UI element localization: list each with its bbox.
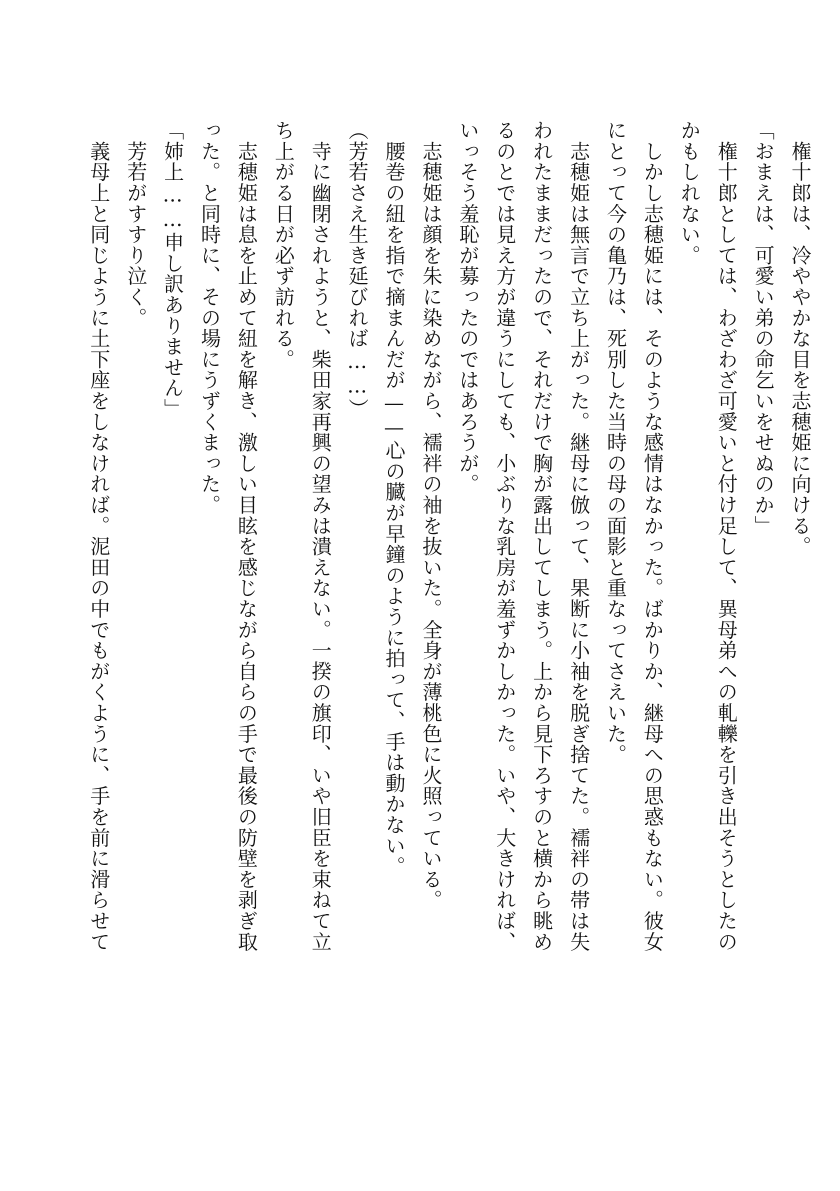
vertical-text-block: [28, 120, 818, 1020]
text-line: 寺に幽閉されようと、柴田家再興の望みは潰えない。一揆の旗印、いや旧臣を束ねて立: [308, 120, 333, 952]
text-line: しかし志穂姫には、そのような感情はなかった。ばかりか、継母への思惑もない。彼女: [640, 120, 665, 952]
text-line: いっそう羞恥が募ったのではあろうが。: [455, 120, 480, 495]
text-line: （芳若さえ生き延びれば……）: [345, 120, 370, 420]
text-line: 権十郎は、冷ややかな目を志穂姫に向ける。: [788, 120, 812, 557]
text-line: かもしれない。: [677, 120, 702, 266]
text-line: ち上がる日が必ず訪れる。: [271, 120, 296, 370]
text-line: った。と同時に、その場にうずくまった。: [197, 120, 222, 516]
text-line: 義母上と同じように土下座をしなければ。泥田の中でもがくように、手を前に滑らせて: [86, 120, 111, 952]
text-line: 志穂姫は無言で立ち上がった。継母に倣って、果断に小袖を脱ぎ捨てた。襦袢の帯は失: [566, 120, 591, 952]
text-line: われたままだったので、それだけで胸が露出してしまう。上から見下ろすのと横から眺め: [529, 120, 554, 952]
text-line: 権十郎としては、わざわざ可愛いと付け足して、異母弟への軋轢を引き出そうとしたの: [714, 120, 739, 952]
text-line: 腰巻の紐を指で摘まんだが——心の臓が早鐘のように拍って、手は動かない。: [382, 120, 407, 877]
text-line: 「おまえは、可愛い弟の命乞いをせぬのか」: [751, 120, 776, 536]
text-line: 「姉上……申し訳ありません」: [160, 120, 185, 420]
text-line: 志穂姫は息を止めて紐を解き、激しい目眩を感じながら自らの手で最後の防壁を剥ぎ取: [234, 120, 259, 952]
text-line: 志穂姫は顔を朱に染めながら、襦袢の袖を抜いた。全身が薄桃色に火照っている。: [418, 120, 443, 911]
text-line: るのとでは見え方が違うにしても、小ぶりな乳房が羞ずかしかった。いや、大きければ、: [492, 120, 517, 952]
text-line: にとって今の亀乃は、死別した当時の母の面影と重なってさえいた。: [603, 120, 628, 765]
text-line: 芳若がすすり泣く。: [123, 120, 148, 328]
